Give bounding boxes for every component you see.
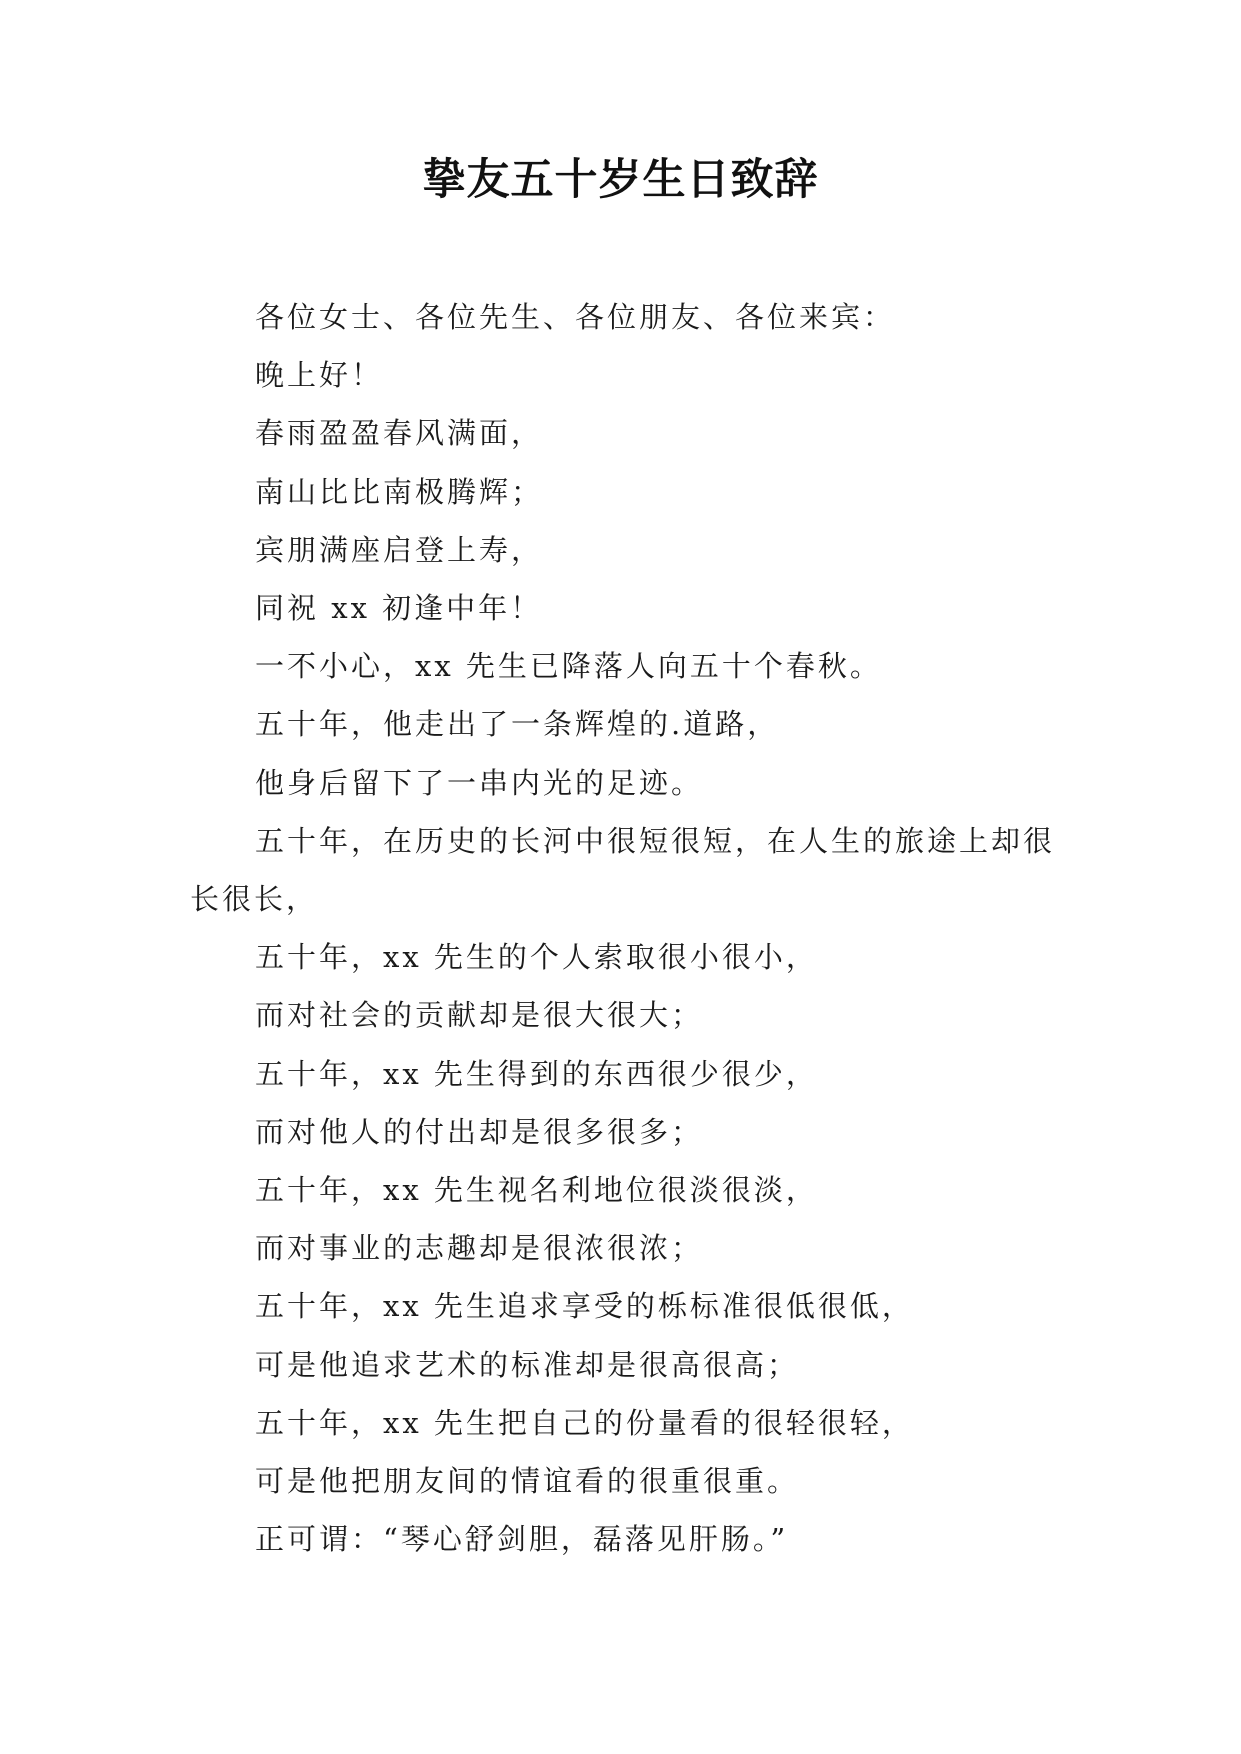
- paragraph: 而对他人的付出却是很多很多；: [255, 1114, 704, 1149]
- paragraph: 春雨盈盈春风满面，: [255, 416, 544, 451]
- paragraph: 同祝 xx 初逢中年！: [255, 591, 543, 626]
- paragraph: 五十年，xx 先生把自己的份量看的很轻很轻，: [255, 1405, 914, 1440]
- paragraph: 五十年，他走出了一条辉煌的.道路，: [255, 707, 780, 742]
- paragraph: 各位女士、各位先生、各位朋友、各位来宾：: [255, 300, 896, 334]
- paragraph: 可是他追求艺术的标准却是很高很高；: [255, 1347, 800, 1382]
- paragraph: 宾朋满座启登上寿，: [255, 532, 544, 567]
- paragraph: 五十年，xx 先生得到的东西很少很少，: [255, 1056, 818, 1091]
- document-body: [190, 288, 1056, 1568]
- paragraph: 可是他把朋友间的情谊看的很重很重。: [255, 1464, 800, 1499]
- paragraph: 正可谓：“琴心舒剑胆，磊落见肝肠。”: [255, 1522, 789, 1557]
- document-title: 挚友五十岁生日致辞: [422, 155, 819, 205]
- paragraph: 五十年，xx 先生视名利地位很淡很淡，: [255, 1173, 818, 1208]
- paragraph: 一不小心，xx 先生已降落人向五十个春秋。: [255, 649, 882, 684]
- paragraph: 五十年，在历史的长河中很短很短，在人生的旅途上却很长很长，: [190, 823, 1056, 917]
- paragraph: 而对事业的志趣却是很浓很浓；: [255, 1231, 704, 1266]
- paragraph: 五十年，xx 先生的个人索取很小很小，: [255, 940, 818, 975]
- paragraph: 晚上好！: [255, 358, 384, 393]
- paragraph: 五十年，xx 先生追求享受的栎标准很低很低，: [255, 1289, 914, 1324]
- paragraph: 南山比比南极腾辉；: [255, 474, 544, 509]
- paragraph: 他身后留下了一串内光的足迹。: [255, 765, 704, 800]
- paragraph: 而对社会的贡献却是很大很大；: [255, 998, 704, 1033]
